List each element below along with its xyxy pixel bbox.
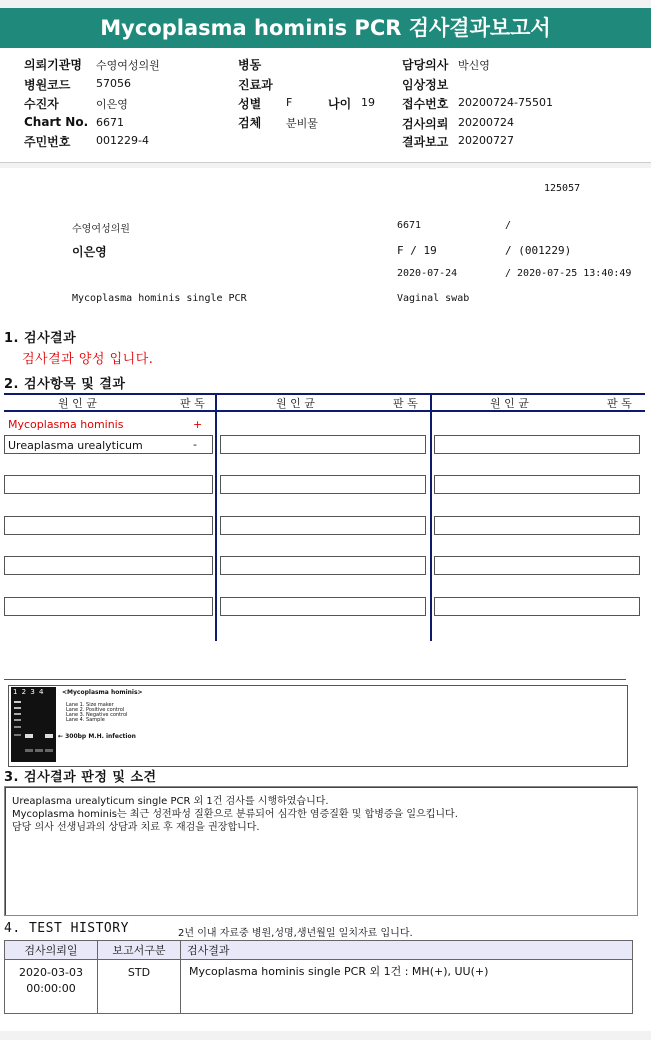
table-divider-1 <box>215 393 217 641</box>
history-table <box>4 940 633 1014</box>
gel-image <box>11 687 56 762</box>
result-box <box>4 516 213 535</box>
value-doctor: 박신영 <box>458 59 490 72</box>
label-sex: 성별 <box>238 97 262 111</box>
report-slash: / <box>505 220 512 231</box>
history-note: 2년 이내 자료중 병원,성명,생년월일 일치자료 입니다. <box>178 928 413 939</box>
label-hospital: 의뢰기관명 <box>24 58 82 72</box>
gel-legend-1: Lane 1. Size maker <box>66 702 114 708</box>
result-box <box>220 556 426 575</box>
result-box <box>434 556 640 575</box>
report-test-name: Mycoplasma hominis single PCR <box>72 293 247 304</box>
history-header-date: 검사의뢰일 <box>5 941 98 960</box>
table-header-line <box>4 410 645 412</box>
value-report-date: 20200727 <box>458 134 514 147</box>
result-box <box>220 475 426 494</box>
result-box <box>434 435 640 454</box>
result-box <box>4 597 213 616</box>
opinion-line-2: Mycoplasma hominis는 최근 성전파성 질환으로 분류되어 심각한 염증질환 및 합병증을 일으킵니다. <box>12 809 458 820</box>
opinion-line-1: Ureaplasma urealyticum single PCR 외 1건 검사를 시행하였습니다. <box>12 796 329 807</box>
result-box <box>4 475 213 494</box>
col-judge-1: 판 독 <box>180 397 205 410</box>
section1-result: 검사결과 양성 입니다. <box>22 352 154 367</box>
label-clinical-info: 임상정보 <box>402 78 449 92</box>
table-top-line <box>4 393 645 395</box>
report-completed-datetime: / 2020-07-25 13:40:49 <box>505 268 632 279</box>
col-organism-3: 원 인 균 <box>490 397 529 410</box>
report-number: 125057 <box>544 183 581 194</box>
history-header-type: 보고서구분 <box>98 941 181 960</box>
gel-legend-3: Lane 3. Negative control <box>66 712 128 718</box>
result-box <box>220 597 426 616</box>
result-box <box>220 516 426 535</box>
history-result: Mycoplasma hominis single PCR 외 1건 : MH(+), UU(+) <box>181 960 633 1014</box>
history-row <box>5 960 633 1014</box>
result-box <box>4 556 213 575</box>
report-sex-age: F / 19 <box>397 244 437 257</box>
result-box <box>434 597 640 616</box>
table-divider-2 <box>430 393 432 641</box>
history-header-result: 검사결과 <box>181 941 633 960</box>
gel-panel <box>8 685 628 767</box>
organism-row-1: Mycoplasma hominis <box>8 418 124 431</box>
result-box <box>434 516 640 535</box>
result-box <box>220 435 426 454</box>
report-hospital: 수영여성의원 <box>72 224 130 235</box>
value-request-date: 20200724 <box>458 116 514 129</box>
report-request-date: 2020-07-24 <box>397 268 458 279</box>
result-box <box>434 475 640 494</box>
history-time: 00:00:00 <box>26 982 76 995</box>
label-receipt-no: 접수번호 <box>402 97 449 111</box>
label-age: 나이 <box>328 97 352 111</box>
section3-title: 3. 검사결과 판정 및 소견 <box>4 770 157 785</box>
value-chart-no: 6671 <box>96 116 124 129</box>
section1-title: 1. 검사결과 <box>4 331 77 346</box>
report-birth: / (001229) <box>505 244 572 257</box>
gel-legend-2: Lane 2. Positive control <box>66 707 125 713</box>
judge-row-2: - <box>193 438 197 451</box>
gel-title: <Mycoplasma hominis> <box>62 689 143 696</box>
history-type: STD <box>98 960 181 1014</box>
history-date: 2020-03-03 <box>19 966 83 979</box>
label-ward: 병동 <box>238 58 262 72</box>
report-patient: 이은영 <box>72 245 107 259</box>
report-chart: 6671 <box>397 220 422 231</box>
gel-legend-4: Lane 4. Sample <box>66 717 105 723</box>
report-title: Mycoplasma hominis PCR 검사결과보고서 <box>0 8 651 48</box>
label-hospital-code: 병원코드 <box>24 78 71 92</box>
label-resident-no: 주민번호 <box>24 135 71 149</box>
gel-bands <box>11 687 56 762</box>
col-judge-2: 판 독 <box>393 397 418 410</box>
label-patient: 수진자 <box>24 97 59 111</box>
organism-row-2: Ureaplasma urealyticum <box>8 439 143 452</box>
label-report-date: 결과보고 <box>402 135 449 149</box>
gel-lane-labels: 1 2 3 4 <box>13 688 45 696</box>
label-specimen: 검체 <box>238 116 262 130</box>
section4-title: 4. TEST HISTORY <box>4 921 129 936</box>
value-sex: F <box>286 96 293 109</box>
gel-divider <box>4 679 626 680</box>
label-department: 진료과 <box>238 78 273 92</box>
col-organism-2: 원 인 균 <box>276 397 315 410</box>
label-chart-no: Chart No. <box>24 115 89 129</box>
judge-row-1: + <box>193 418 203 431</box>
section2-title: 2. 검사항목 및 결과 <box>4 377 126 392</box>
value-resident-no: 001229-4 <box>96 134 149 147</box>
history-date-cell <box>5 960 98 1014</box>
value-hospital-code: 57056 <box>96 77 131 90</box>
col-organism-1: 원 인 균 <box>58 397 97 410</box>
col-judge-3: 판 독 <box>607 397 632 410</box>
value-patient: 이은영 <box>96 98 128 111</box>
label-request-date: 검사의뢰 <box>402 117 449 131</box>
value-age: 19 <box>361 96 375 109</box>
patient-header <box>0 48 651 163</box>
value-hospital: 수영여성의원 <box>96 59 160 72</box>
value-specimen: 분비물 <box>286 117 318 130</box>
gel-arrow-label: ← 300bp M.H. infection <box>58 733 136 740</box>
report-specimen: Vaginal swab <box>397 293 470 304</box>
value-receipt-no: 20200724-75501 <box>458 96 553 109</box>
label-doctor: 담당의사 <box>402 58 449 72</box>
history-header-row <box>5 941 633 960</box>
opinion-line-3: 담당 의사 선생님과의 상담과 치료 후 재검을 권장합니다. <box>12 822 260 833</box>
